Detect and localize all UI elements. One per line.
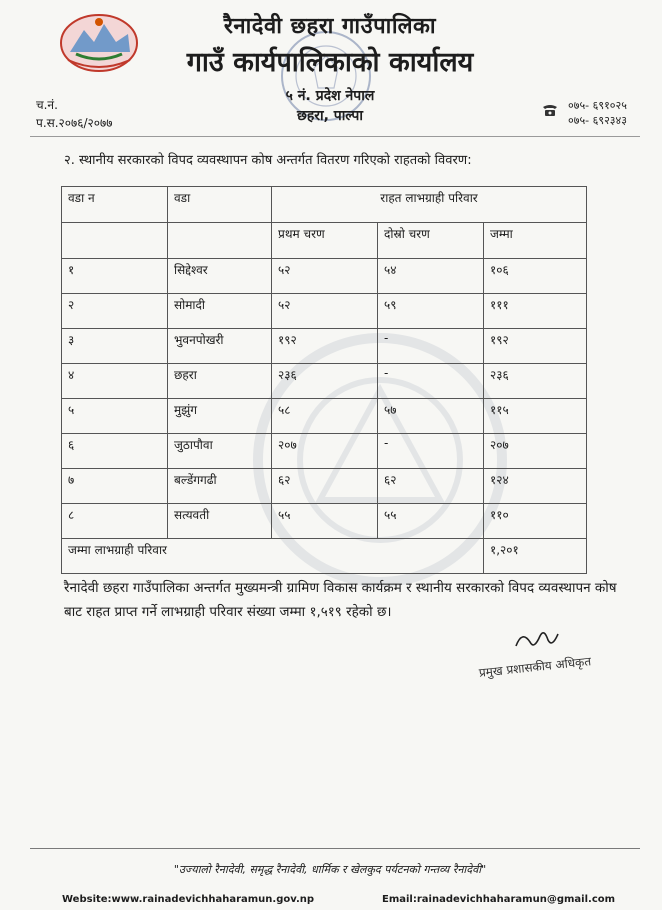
cell-first-phase: १९२ <box>272 329 378 364</box>
cell-ward: सिद्देश्वर <box>168 259 272 294</box>
phone-number-2: ०७५- ६९२३४३ <box>568 114 627 127</box>
office-name: गाउँ कार्यपालिकाको कार्यालय <box>186 47 474 78</box>
cell-ward: बल्डेंगगढी <box>168 469 272 504</box>
table-row <box>62 329 587 364</box>
cell-second-phase: - <box>378 364 484 399</box>
header-ward-no: वडा न <box>62 187 168 223</box>
cell-ward-no: ६ <box>62 434 168 469</box>
header-ward: वडा <box>168 187 272 223</box>
cell-ward: भुवनपोखरी <box>168 329 272 364</box>
header-first-phase: प्रथम चरण <box>272 223 378 259</box>
footer-divider <box>30 848 640 849</box>
header-divider <box>30 136 640 137</box>
table-header-row <box>62 187 587 223</box>
cell-first-phase: ५८ <box>272 399 378 434</box>
relief-distribution-table <box>61 186 587 574</box>
table-row <box>62 259 587 294</box>
cell-second-phase: - <box>378 434 484 469</box>
cell-ward: छहरा <box>168 364 272 399</box>
cell-ward: सोमादी <box>168 294 272 329</box>
cell-total: २०७ <box>484 434 587 469</box>
empty-cell <box>62 223 168 259</box>
table-row <box>62 364 587 399</box>
footer-motto: "उज्यालो रैनादेवी, समृद्ध रैनादेवी, धार्मिक र खेलकुद पर्यटनको गन्तव्य रैनादेवी" <box>173 863 487 876</box>
cell-second-phase: - <box>378 329 484 364</box>
cell-ward: सत्यवती <box>168 504 272 539</box>
header-beneficiary-families: राहत लाभग्राही परिवार <box>272 187 587 223</box>
cell-second-phase: ५७ <box>378 399 484 434</box>
table-row <box>62 399 587 434</box>
province-line: ५ नं. प्रदेश नेपाल <box>285 88 375 104</box>
table-total-row <box>62 539 587 574</box>
fiscal-year: प.स.२०७६/२०७७ <box>36 116 113 130</box>
cell-ward-no: ७ <box>62 469 168 504</box>
website-text: Website:www.rainadevichhaharamun.gov.np <box>62 894 315 905</box>
cell-ward-no: १ <box>62 259 168 294</box>
summary-paragraph: रैनादेवी छहरा गाउँपालिका अन्तर्गत मुख्यमन्त्री ग्रामिण विकास कार्यक्रम र स्थानीय सरकारको विपद व्यवस्थापन कोष बाट राहत प्राप्त गर्ने लाभग्राही परिवार संख्या जम्मा १,५१९ रहेको छ। <box>64 580 617 620</box>
phone-number-1: ०७५- ६९१०२५ <box>568 99 627 112</box>
table-row <box>62 469 587 504</box>
cell-total: ११५ <box>484 399 587 434</box>
empty-cell <box>168 223 272 259</box>
cell-total: १०६ <box>484 259 587 294</box>
total-label: जम्मा लाभग्राही परिवार <box>62 539 484 574</box>
cell-total: १२४ <box>484 469 587 504</box>
table-row <box>62 294 587 329</box>
cell-ward: जुठापौवा <box>168 434 272 469</box>
header-total: जम्मा <box>484 223 587 259</box>
municipality-name: रैनादेवी छहरा गाउँपालिका <box>223 14 437 39</box>
header-second-phase: दोस्रो चरण <box>378 223 484 259</box>
cell-ward-no: ३ <box>62 329 168 364</box>
cell-ward-no: ५ <box>62 399 168 434</box>
email-text: Email:rainadevichhaharamun@gmail.com <box>382 894 616 905</box>
table-row <box>62 434 587 469</box>
table-row <box>62 504 587 539</box>
cell-first-phase: २०७ <box>272 434 378 469</box>
cell-total: १९२ <box>484 329 587 364</box>
cell-first-phase: ५५ <box>272 504 378 539</box>
cell-total: १११ <box>484 294 587 329</box>
cell-second-phase: ५४ <box>378 259 484 294</box>
cell-first-phase: ५२ <box>272 294 378 329</box>
cell-second-phase: ५५ <box>378 504 484 539</box>
reference-number: च.नं. <box>36 98 58 112</box>
cell-second-phase: ६२ <box>378 469 484 504</box>
cell-ward-no: ८ <box>62 504 168 539</box>
cell-total: २३६ <box>484 364 587 399</box>
total-value: १,२०१ <box>484 539 587 574</box>
signature-icon <box>512 626 562 656</box>
cell-first-phase: २३६ <box>272 364 378 399</box>
cell-first-phase: ६२ <box>272 469 378 504</box>
signatory-designation: प्रमुख प्रशासकीय अधिकृत <box>478 654 592 680</box>
table-subheader-row <box>62 223 587 259</box>
cell-total: ११० <box>484 504 587 539</box>
section-heading: २. स्थानीय सरकारको विपद व्यवस्थापन कोष अन्तर्गत वितरण गरिएको राहतको विवरण: <box>64 153 472 168</box>
cell-second-phase: ५९ <box>378 294 484 329</box>
government-emblem-icon <box>58 12 140 74</box>
cell-ward-no: ४ <box>62 364 168 399</box>
cell-ward-no: २ <box>62 294 168 329</box>
cell-ward: मुझुंग <box>168 399 272 434</box>
telephone-icon <box>542 103 558 117</box>
location-line: छहरा, पाल्पा <box>297 108 363 124</box>
cell-first-phase: ५२ <box>272 259 378 294</box>
